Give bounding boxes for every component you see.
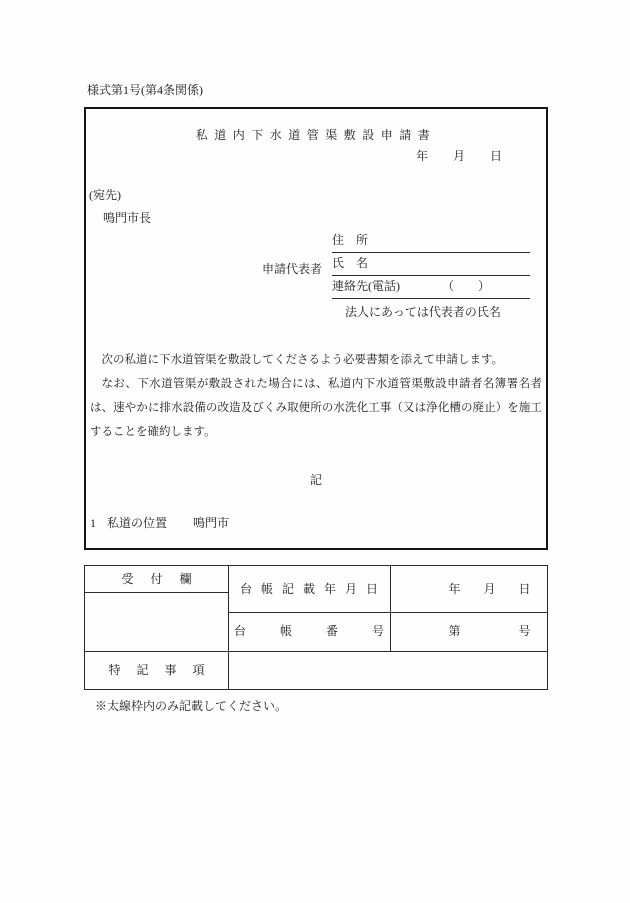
form-title: 私道内下水道管渠敷設申請書: [195, 128, 437, 142]
name-label: 氏 名: [332, 256, 369, 270]
applicant-fields: [332, 230, 530, 320]
bold-frame-footnote: ※太線枠内のみ記載してください。: [95, 699, 288, 713]
item-private-road-location: [90, 514, 229, 531]
address-label: 住 所: [332, 233, 369, 247]
body-paragraph-2: なお、下水道管渠が敷設された場合には、私道内下水道管渠敷設申請者名簿署名者は、速やかに排水設備の改造及びくみ取便所の水洗化工事（又は浄化槽の廃止）を施工することを確約します。: [90, 378, 542, 438]
ledger-number-label-cell: 台 帳 番 号: [233, 624, 384, 638]
reception-label-cell: 受 付 欄: [121, 572, 192, 586]
applicant-role-label: 申請代表者: [262, 262, 323, 276]
reception-stamp-area: [85, 592, 228, 651]
reception-table: [84, 565, 548, 690]
contact-field-line: [332, 276, 530, 299]
addressee-prefix: (宛先): [89, 188, 121, 202]
contact-phone-paren: （ ）: [442, 279, 491, 293]
item-value: 鳴門市: [193, 516, 230, 530]
application-form-box: [84, 107, 548, 550]
addressee-name: 鳴門市長: [103, 211, 152, 225]
name-field-line: [332, 253, 530, 276]
special-notes-value-cell: [228, 651, 547, 689]
body-paragraph-1: 次の私道に下水道管渠を敷設してくださるよう必要書類を添えて申請します。: [101, 354, 504, 366]
corporate-note: 法人にあっては代表者の氏名: [345, 305, 501, 319]
ki-heading: 記: [309, 473, 322, 487]
ledger-date-value-cell: 年 月 日: [448, 582, 531, 596]
special-notes-label-cell: 特 記 事 項: [108, 663, 205, 677]
ledger-number-value-cell: 第 号: [448, 624, 531, 638]
contact-label: 連絡先(電話): [332, 279, 400, 293]
ledger-date-label-cell: 台 帳 記 載 年 月 日: [239, 582, 378, 596]
item-number: 1: [90, 516, 96, 530]
applicant-block: [262, 230, 530, 320]
body-text: [90, 348, 542, 444]
item-label: 私道の位置: [107, 516, 168, 530]
form-number: 様式第1号(第4条関係): [87, 83, 203, 97]
date-line: 年 月 日: [415, 149, 502, 163]
address-field-line: [332, 230, 530, 253]
